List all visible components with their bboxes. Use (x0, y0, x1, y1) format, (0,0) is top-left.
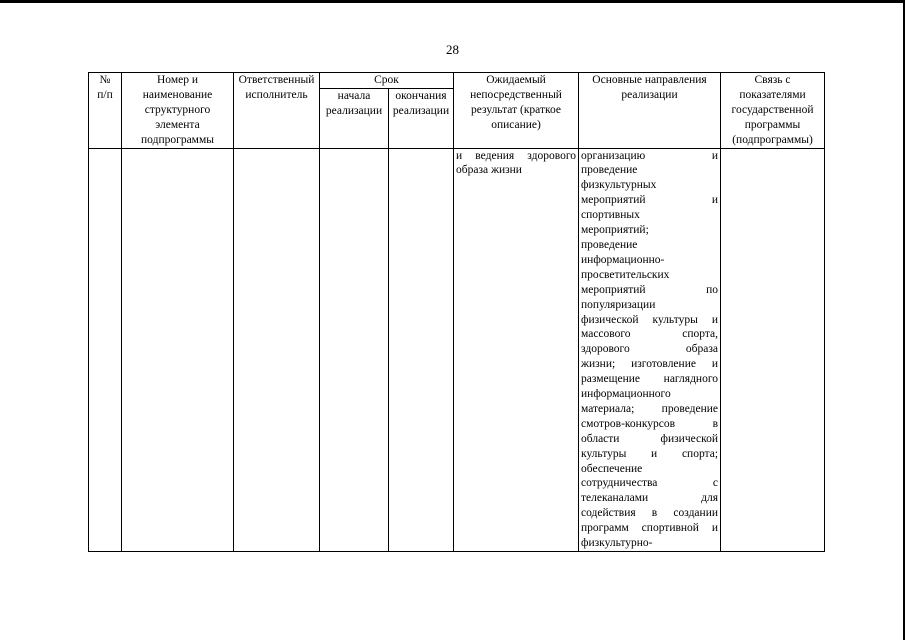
cell-num (89, 148, 122, 551)
direction-line: информационно- (581, 253, 665, 266)
header-directions-line: Основные направления (592, 74, 707, 86)
header-end-line: окончания (395, 90, 447, 103)
header-link (721, 73, 825, 149)
header-directions (579, 73, 721, 149)
header-directions-line: реализации (621, 88, 678, 101)
direction-line: материала; проведение (581, 402, 719, 415)
direction-line: мероприятий; (581, 224, 649, 237)
program-table (88, 72, 825, 552)
direction-line: физкультурно- (581, 537, 653, 550)
direction-line: содействия в создании (581, 507, 719, 520)
header-name-line: элемента (155, 118, 200, 131)
header-link-line: показателями (739, 88, 806, 101)
header-name-line: подпрограммы (141, 133, 214, 146)
result-line: и ведения здорового (456, 149, 577, 162)
direction-line: мероприятий по (581, 283, 719, 296)
direction-line: обеспечение (581, 462, 643, 475)
direction-line: программ спортивной и (581, 522, 719, 535)
header-num-line-2: п/п (97, 88, 113, 101)
cell-end (389, 148, 454, 551)
cell-name (122, 148, 234, 551)
table-row (89, 148, 825, 551)
direction-line: физкультурных (581, 179, 657, 192)
header-result-line: описание) (491, 118, 541, 131)
direction-line: проведение (581, 238, 638, 251)
direction-line: области физической (581, 432, 719, 445)
header-name-line: структурного (144, 103, 211, 116)
header-responsible-line: Ответственный (238, 74, 315, 86)
header-name (122, 73, 234, 149)
header-num (89, 73, 122, 149)
direction-line: здорового образа (581, 343, 719, 356)
header-responsible-line: исполнитель (245, 88, 308, 101)
header-end-line: реализации (392, 104, 450, 117)
cell-directions (579, 148, 721, 551)
header-end (389, 89, 454, 149)
header-responsible (234, 73, 320, 149)
header-num-line-1: № (99, 74, 111, 86)
cell-start (320, 148, 389, 551)
cell-result (454, 148, 579, 551)
header-row (89, 73, 825, 89)
direction-line: культуры и спорта; (581, 447, 719, 460)
header-link-line: Связь с (754, 74, 791, 86)
scan-border-top (0, 0, 905, 3)
header-result (454, 73, 579, 149)
direction-line: массового спорта, (581, 328, 719, 341)
direction-line: информационного (581, 388, 671, 401)
header-link-line: программы (744, 118, 801, 131)
header-start-line: начала (337, 90, 371, 103)
cell-link (721, 148, 825, 551)
direction-line: просветительских (581, 268, 670, 281)
header-name-line: Номер и (157, 74, 198, 86)
direction-line: жизни; изготовление и (581, 358, 719, 371)
direction-line: размещение наглядного (581, 373, 719, 386)
header-start-line: реализации (325, 104, 383, 117)
direction-line: организацию и (581, 149, 719, 162)
header-result-line: результат (краткое (471, 103, 561, 116)
direction-line: сотрудничества с (581, 477, 719, 490)
direction-line: физической культуры и (581, 313, 719, 326)
direction-line: мероприятий и (581, 194, 719, 207)
header-link-line: (подпрограммы) (732, 133, 813, 146)
header-result-line: Ожидаемый (486, 74, 546, 86)
page-number: 28 (446, 42, 459, 57)
header-start (320, 89, 389, 149)
direction-line: смотров-конкурсов в (581, 417, 719, 430)
header-deadline: Срок (320, 73, 454, 89)
cell-responsible (234, 148, 320, 551)
result-line: образа жизни (456, 164, 522, 177)
direction-line: проведение (581, 164, 638, 177)
direction-line: популяризации (581, 298, 656, 311)
header-name-line: наименование (142, 88, 213, 101)
direction-line: спортивных (581, 209, 640, 222)
header-result-line: непосредственный (470, 88, 562, 101)
header-link-line: государственной (731, 103, 814, 116)
direction-line: телеканалами для (581, 492, 719, 505)
